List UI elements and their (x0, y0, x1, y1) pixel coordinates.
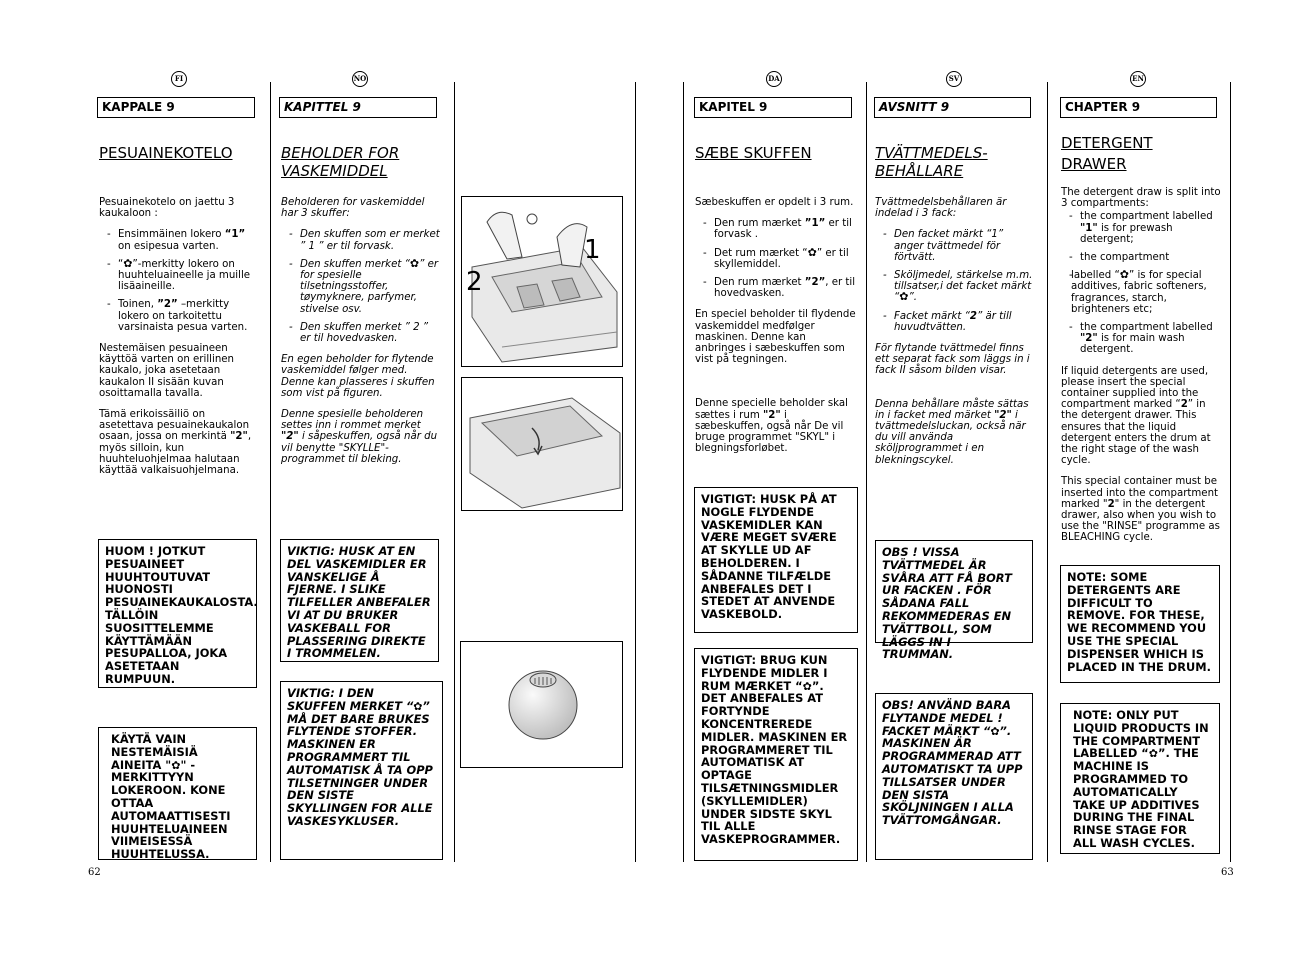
flower-icon: ✿ (899, 290, 909, 304)
flower-icon: ✿ (409, 256, 420, 270)
warning-box-sv-2: OBS! ANVÄND BARA FLYTANDE MEDEL ! FACKET MÄRKT “✿”. MASKINEN ÄR PROGRAMMERAD ATT AUTOMATISKT TA UPP TILLSATSER UNDER DEN SISTA SKÖLJNINGEN I ALLA TVÄTTOMGÅNGAR. (875, 693, 1033, 860)
warning-box-en-2: NOTE: ONLY PUT LIQUID PRODUCTS IN THE COMPARTMENT LABELLED “✿”. THE MACHINE IS PROGRAMMED TO AUTOMATICALLY TAKE UP ADDITIVES DURING THE FINAL RINSE STAGE FOR ALL WASH CYCLES. (1060, 703, 1220, 854)
paragraph: En egen beholder for flytende vaskemiddel følger med. Denne kan plasseres i skuffen som vist på figuren. (281, 354, 435, 399)
compartment-list-sv (875, 229, 1035, 333)
drawer-illustration (462, 197, 623, 367)
section-title-fi: PESUAINEKOTELO (99, 144, 233, 162)
figure-label-1: 1 (584, 235, 601, 265)
paragraph: Tämä erikoissäiliö on asetettava pesuainekaukalon osaan, jossa on merkintä "2", myös silloin, kun huuhteluohjelmaa halutaan käyttää valkaisuohjelmana. (99, 409, 252, 477)
paragraph: Denne specielle beholder skal sættes i rum "2" i sæbeskuffen, også når De vil bruge programmet "SKYL" i blegningsforløbet. (695, 398, 848, 455)
figure-dosing-ball (460, 641, 623, 768)
list-item: - Det rum mærket “✿” er til skyllemiddel. (695, 248, 857, 270)
list-item: - Ensimmäinen lokero “1” on esipesua varten. (99, 229, 259, 251)
warning-box-no-2: VIKTIG: I DEN SKUFFEN MERKET “✿” MÅ DET BARE BRUKES FLYTENDE STOFFER. MASKINEN ER PROGRAMMERT TIL AUTOMATISK Å TA OPP TILSETNINGER UNDER DEN SISTE SKYLLINGEN FOR ALLE VASKESYKLUSER. (280, 681, 443, 860)
column-divider (270, 82, 271, 862)
section-title-no: BEHOLDER FOR VASKEMIDDEL (281, 144, 400, 180)
list-item: - Den rum mærket ”1” er til forvask . (695, 218, 857, 240)
section-title-sv: TVÄTTMEDELS-BEHÅLLARE (875, 144, 988, 180)
chapter-heading-en: CHAPTER 9 (1060, 97, 1217, 118)
list-item: - Sköljmedel, stärkelse m.m. tillsatser,i det facket märkt “✿”. (875, 270, 1035, 304)
column-divider (683, 82, 684, 862)
intro-en: The detergent draw is split into 3 compartments: (1061, 187, 1221, 210)
list-item: - Den rum mærket ”2”, er til hovedvasken. (695, 277, 857, 299)
list-item: - Den skuffen merket ” 2 ” er til hovedvasken. (281, 322, 441, 344)
flower-icon: ✿ (413, 699, 423, 713)
list-item: - the compartment labelled "1" is for prewash detergent; (1061, 211, 1225, 245)
chapter-heading-no: KAPITTEL 9 (279, 97, 437, 118)
compartment-list-fi (99, 229, 259, 333)
column-divider (1230, 82, 1231, 862)
column-divider (1047, 82, 1048, 862)
paragraph: En speciel beholder til flydende vaskemiddel medfølger maskinen. Denne kan anbringes i sæbeskuffen som vist på tegningen. (695, 309, 856, 366)
intro-no: Beholderen for vaskemiddel har 3 skuffer: (281, 197, 425, 220)
warning-box-da-2: VIGTIGT: BRUG KUN FLYDENDE MIDLER I RUM MÆRKET “✿”. DET ANBEFALES AT FORTYNDE KONCENTREREDE MIDLER. MASKINEN ER PROGRAMMERET TIL AUTOMATISK AT OPTAGE TILSÆTNINGSMIDLER (SKYLLEMIDLER) UNDER SIDSTE SKYL TIL ALLE VASKEPROGRAMMER. (694, 648, 858, 861)
language-badge-no: NO (352, 71, 368, 87)
figure-label-2: 2 (466, 267, 483, 297)
intro-da: Sæbeskuffen er opdelt i 3 rum. (695, 197, 854, 208)
figure-detergent-drawer (461, 196, 623, 367)
flower-icon: ✿ (123, 256, 133, 270)
body-text-en (1061, 187, 1225, 554)
list-item-continued: - labelled “✿” is for special additives, fabric softeners, fragrances, starch, brighteners etc; (1061, 270, 1225, 315)
language-badge-sv: SV (946, 71, 962, 87)
chapter-heading-da: KAPITEL 9 (694, 97, 852, 118)
language-badge-da: DA (766, 71, 782, 87)
warning-box-fi-1: HUOM ! JOTKUT PESUAINEET HUUHTOUTUVAT HUONOSTI PESUAINEKAUKALOSTA. TÄLLÖIN SUOSITTELEMME KÄYTTÄMÄÄN PESUPALLOA, JOKA ASETETAAN RUMPUUN. (98, 539, 257, 688)
container-illustration (462, 378, 623, 511)
language-badge-fi: FI (171, 71, 187, 87)
column-divider (454, 82, 455, 862)
compartment-list-da (695, 218, 857, 299)
paragraph: Nestemäisen pesuaineen käyttöä varten on erillinen kaukalo, joka asetetaan kaukalon II sisään kuvan osoittamalla tavalla. (99, 343, 234, 399)
paragraph: This special container must be inserted into the compartment marked "2" in the detergent drawer, also when you wish to use the "RINSE" programme as BLEACHING cycle. (1061, 476, 1220, 544)
list-item: - the compartment (1061, 252, 1225, 263)
flower-icon: ✿ (171, 758, 181, 772)
section-title-da: SÆBE SKUFFEN (695, 144, 812, 162)
flower-icon: ✿ (1148, 747, 1158, 761)
body-text-sv (875, 197, 1035, 476)
warning-box-no-1: VIKTIG: HUSK AT EN DEL VASKEMIDLER ER VANSKELIGE Å FJERNE. I SLIKE TILFELLER ANBEFALER VI AT DU BRUKER VASKEBALL FOR PLASSERING DIREKTE I TROMMELEN. (280, 539, 439, 662)
list-item: - Den skuffen merket “✿” er for spesielle tilsetningsstoffer, tøymyknere, parfymer, stivelse osv. (281, 259, 441, 315)
page-number-left: 62 (88, 867, 101, 878)
section-title-en: DETERGENT DRAWER (1061, 134, 1153, 173)
list-item: - Facket märkt “2” är till huvudtvätten. (875, 311, 1035, 333)
flower-icon: ✿ (990, 724, 1000, 738)
body-text-da (695, 197, 857, 464)
chapter-heading-sv: AVSNITT 9 (874, 97, 1031, 118)
warning-box-fi-2: KÄYTÄ VAIN NESTEMÄISIÄ AINEITA "✿" -MERKITTYYN LOKEROON. KONE OTTAA AUTOMAATTISESTI HUUHTELUAINEEN VIIMEISESSÄ HUUHTELUSSA. (98, 727, 257, 860)
paragraph: För flytande tvättmedel finns ett separat fack som läggs in i fack II såsom bilden visar. (875, 343, 1030, 377)
body-text-fi (99, 197, 259, 486)
paragraph: If liquid detergents are used, please insert the special container supplied into the compartment marked “2” in the detergent drawer. This ensures that the liquid detergent enters the drum at the right stage of the wash cycle. (1061, 365, 1211, 467)
dosing-ball-illustration (461, 642, 623, 768)
language-badge-en: EN (1130, 71, 1146, 87)
body-text-no (281, 197, 441, 475)
list-item: - “✿”-merkitty lokero on huuhteluaineelle ja muille lisäaineille. (99, 259, 259, 293)
compartment-list-no (281, 229, 441, 344)
chapter-heading-fi: KAPPALE 9 (97, 97, 255, 118)
flower-icon: ✿ (807, 245, 817, 259)
column-divider (866, 82, 867, 862)
figure-liquid-container (461, 377, 623, 511)
flower-icon: ✿ (1119, 268, 1129, 282)
list-item: - Den skuffen som er merket ” 1 ” er til forvask. (281, 229, 441, 251)
list-item: - Toinen, ”2” –merkitty lokero on tarkoitettu varsinaista pesua varten. (99, 299, 259, 333)
page-number-right: 63 (1221, 867, 1234, 878)
warning-box-en-1: NOTE: SOME DETERGENTS ARE DIFFICULT TO REMOVE. FOR THESE, WE RECOMMEND YOU USE THE SPECIAL DISPENSER WHICH IS PLACED IN THE DRUM. (1060, 565, 1220, 683)
warning-box-da-1: VIGTIGT: HUSK PÅ AT NOGLE FLYDENDE VASKEMIDLER KAN VÆRE MEGET SVÆRE AT SKYLLE UD AF BEHOLDEREN. I SÅDANNE TILFÆLDE ANBEFALES DET I STEDET AT ANVENDE VASKEBOLD. (694, 487, 858, 633)
intro-sv: Tvättmedelsbehållaren är indelad i 3 fack: (875, 197, 1007, 220)
intro-fi: Pesuainekotelo on jaettu 3 kaukaloon : (99, 197, 235, 220)
warning-box-sv-1: OBS ! VISSA TVÄTTMEDEL ÄR SVÅRA ATT FÅ BORT UR FACKEN . FÖR SÅDANA FALL REKOMMEDERAS EN TVÄTTBOLL, SOM LÄGGS IN I TRUMMAN. (875, 540, 1033, 643)
list-item: - the compartment labelled "2" is for main wash detergent. (1061, 322, 1225, 356)
paragraph: Denna behållare måste sättas in i facket med märket "2" i tvättmedelsluckan, också när du vill använda sköljprogrammet i en blekningscykel. (875, 398, 1029, 466)
column-divider (635, 82, 636, 862)
list-item: - Den facket märkt “1” anger tvättmedel för förtvätt. (875, 229, 1035, 263)
flower-icon: ✿ (802, 679, 812, 693)
compartment-list-en (1061, 211, 1225, 355)
paragraph: Denne spesielle beholderen settes inn i rommet merket "2" i såpeskuffen, også når du vil benytte "SKYLLE"-programmet til bleking. (281, 409, 438, 465)
